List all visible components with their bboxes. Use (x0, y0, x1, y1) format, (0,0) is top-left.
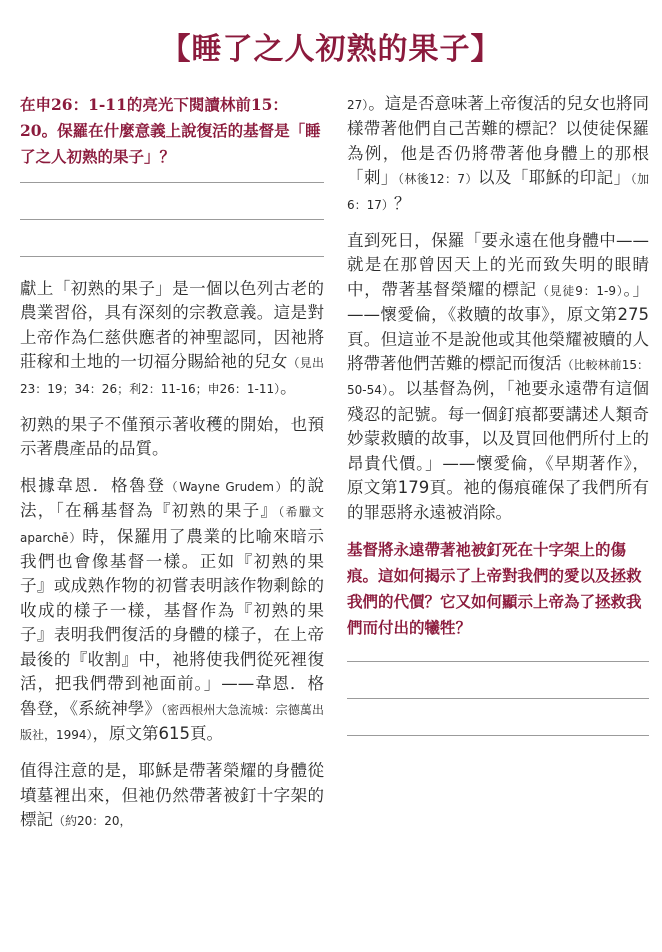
scripture-ref: 27） (347, 98, 369, 112)
scripture-ref: （見出23：19；34：26；利2：11-16；申26：1-11） (20, 356, 324, 396)
scripture-ref: （林後12：7） (397, 172, 478, 187)
left-column (20, 92, 324, 846)
scripture-ref: （約20：20， (53, 814, 132, 829)
greek-term-note: （希臘文 aparchē） (20, 505, 324, 545)
answer-line (347, 735, 649, 736)
paragraph-paul-until-death: 直到死日，保羅「要永遠在他身體中——就是在那曾因天上的光而致失明的眼睛中，帶著基督榮耀的標記（見徒9：1-9）。」——懷愛倫，《救贖的故事》，原文第275頁。但這並不是說他或其他榮耀被贖的人將帶著他們苦難的標記而復活（比較林前15：50-54）。以基督為例，「祂要永遠帶有這個殘忍的記號。每一個釘痕都要講述人類奇妙蒙救贖的故事，以及買回他們所付上的昂貴代價。」——懷愛倫，《早期著作》，原文第179頁。祂的傷痕確保了我們所有的罪惡將永遠被消除。 (347, 231, 650, 522)
answer-line (20, 182, 324, 183)
paragraph-harvest-quality: 初熟的果子不僅預示著收穫的開始，也預示著農產品的品質。 (20, 415, 324, 459)
paragraph-firstfruits: 獻上「初熟的果子」是一個以色列古老的農業習俗，具有深刻的宗教意義。這是對上帝作為仁慈供應者的神聖認同，因祂將莊稼和土地的一切福分賜給祂的兒女（見出23：19；34：26；利2：11-16；申26：1-11）。 (20, 279, 324, 397)
scripture-ref: （比較林前15：50-54） (347, 358, 649, 398)
paragraph-grudem-quote: 根據韋恩．格魯登（Wayne Grudem）的說法，「在稱基督為『初熟的果子』（希臘文 aparchē）時，保羅用了農業的比喻來暗示我們也會像基督一樣。正如『初熟的果子』或成熟作物的初嘗表明該作物剩餘的收成的樣子一樣，基督作為『初熟的果子』表明我們復活的身體的樣子，在上帝最後的『收割』中，祂將使我們從死裡復活，把我們帶到祂面前。」——韋恩．格魯登，《系統神學》（密西根州大急流城：宗德萬出版社，1994），原文第615頁。 (20, 475, 324, 743)
scripture-ref: （見徒9：1-9） (536, 283, 624, 298)
answer-line (347, 661, 649, 662)
answer-line (20, 219, 324, 220)
answer-lines-1 (20, 182, 324, 257)
answer-line (347, 698, 649, 699)
answer-line (20, 256, 324, 257)
paragraph-jesus-marks: 值得注意的是，耶穌是帶著榮耀的身體從墳墓裡出來，但祂仍然帶著被釘十字架的標記（約20：20， (20, 761, 324, 830)
right-column (347, 92, 649, 772)
publisher-note: （密西根州大急流城：宗德萬出版社，1994） (20, 702, 324, 742)
discussion-question-2: 基督將永遠帶著祂被釘死在十字架上的傷痕。這如何揭示了上帝對我們的愛以及拯救我們的代價？它又如何顯示上帝為了拯救我們而付出的犧牲？ (347, 539, 642, 637)
paragraph-marks-question: 27）。這是否意味著上帝復活的兒女也將同樣帶著他們自己苦難的標記？以使徒保羅為例，他是否仍將帶著他身體上的那根「刺」（林後12：7）以及「耶穌的印記」（加6：17）？ (347, 94, 650, 213)
discussion-question-1: 在申26：1-11的亮光下閱讀林前15：20。保羅在什麼意義上說復活的基督是「睡了之人初熟的果子」？ (20, 95, 321, 166)
answer-lines-2 (347, 661, 649, 736)
scripture-ref: （加6：17） (347, 172, 650, 212)
author-name-note: （Wayne Grudem） (165, 479, 290, 494)
page-title: 【睡了之人初熟的果子】 (160, 32, 502, 67)
